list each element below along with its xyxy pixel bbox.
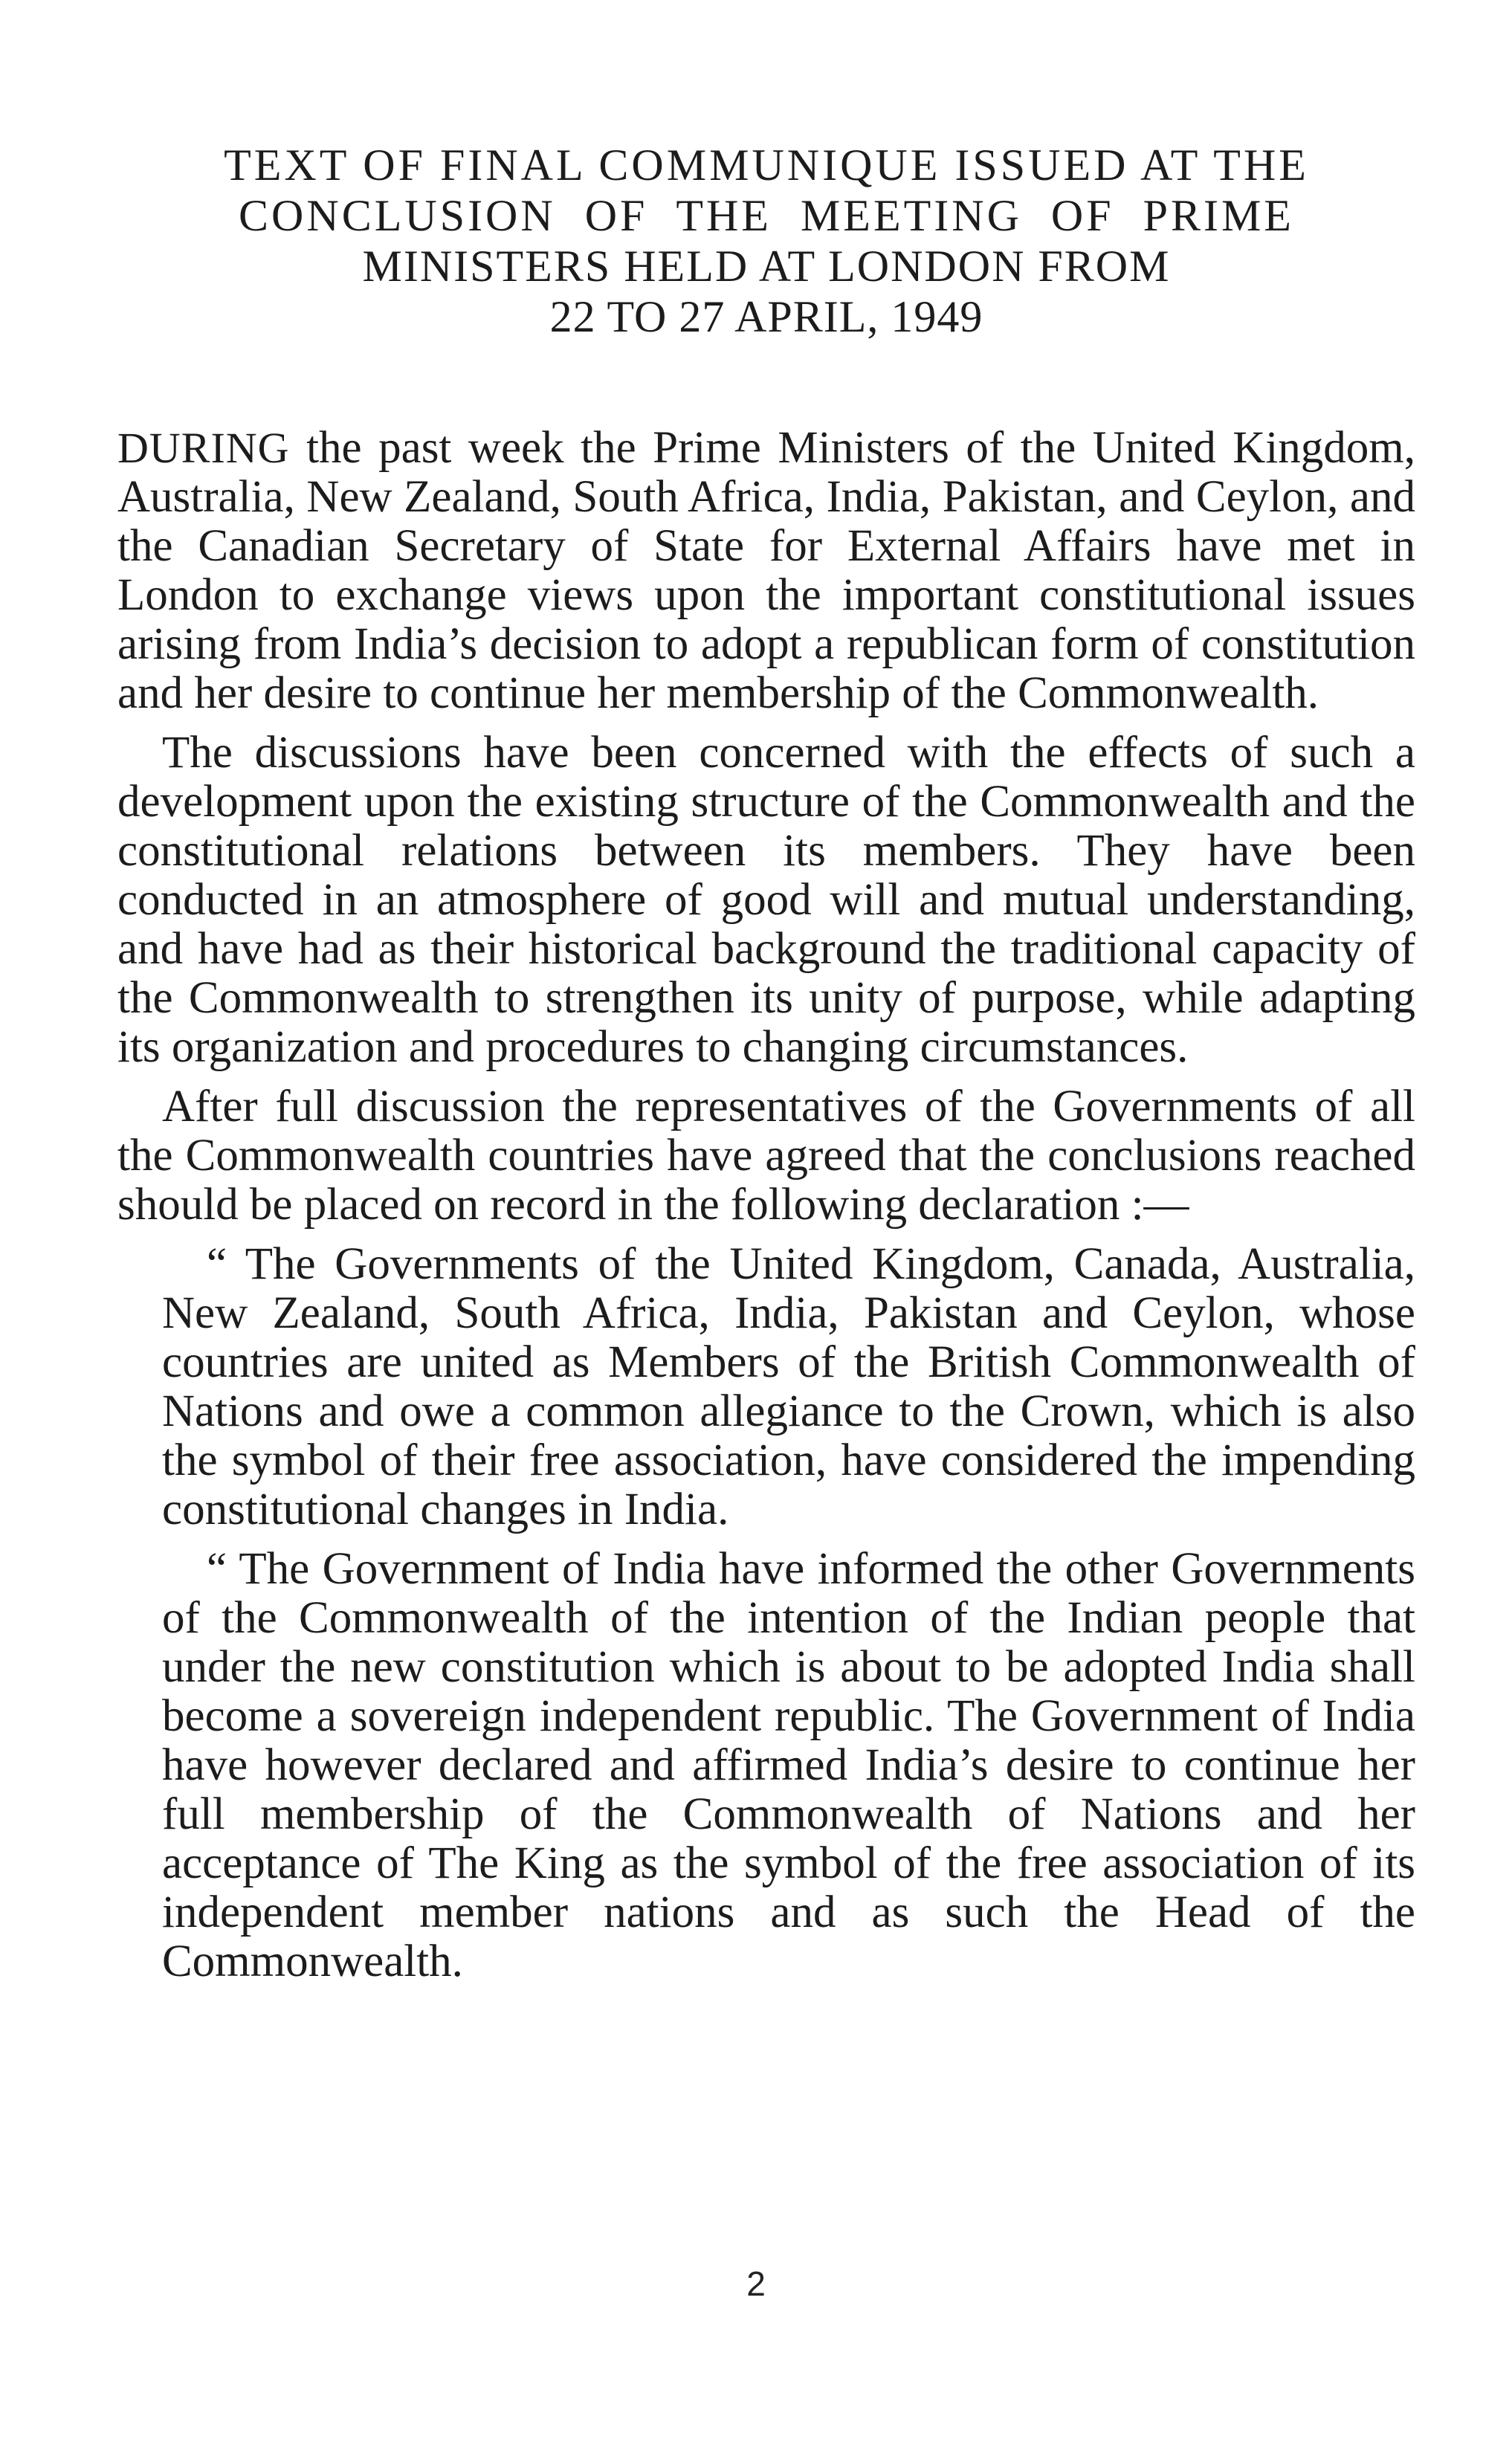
paragraph-agreement: After full discussion the representatives of the Governments of all the Commonwealth countries have agreed that the conclusions reached should be placed on record in the following declaration :—: [117, 1082, 1415, 1230]
title-line: CONCLUSION OF THE MEETING OF PRIME: [239, 191, 1294, 240]
title-line: TEXT OF FINAL COMMUNIQUE ISSUED AT THE: [224, 141, 1309, 190]
paragraph-opening: [117, 424, 1415, 718]
lead-word: DURING: [117, 424, 290, 472]
document-page: [117, 140, 1415, 1986]
paragraph-discussions: The discussions have been concerned with the effects of such a development upon the existing structure of the Commonwealth and the constitutional relations between its members. They have been conducted in an atmosphere of good will and mutual understanding, and have had as their historical background the traditional capacity of the Commonwealth to strengthen its unity of purpose, while adapting its organization and procedures to changing circumstances.: [117, 728, 1415, 1072]
page-title: [117, 140, 1415, 342]
communique-body: [117, 424, 1415, 1986]
title-line: 22 TO 27 APRIL, 1949: [549, 292, 983, 341]
paragraph-text: the past week the Prime Ministers of the United Kingdom, Australia, New Zealand, South Africa, India, Pakistan, and Ceylon, and the Canadian Secretary of State for External Affairs have met in London to exchange views upon the important constitutional issues arising from India’s decision to adopt a republican form of constitution and her desire to continue her membership of the Commonwealth.: [117, 423, 1415, 718]
declaration-paragraph-2: “ The Government of India have informed the other Governments of the Commonwealth of the intention of the Indian people that under the new constitution which is about to be adopted India shall become a sovereign independent republic. The Government of India have however declared and affirmed India’s desire to continue her full membership of the Commonwealth of Nations and her acceptance of The King as the symbol of the free association of its independent member nations and as such the Head of the Commonwealth.: [162, 1544, 1415, 1986]
page-number: 2: [746, 2264, 766, 2303]
declaration-paragraph-1: “ The Governments of the United Kingdom, Canada, Australia, New Zealand, South Africa, India, Pakistan and Ceylon, whose countries are united as Members of the British Commonwealth of Nations and owe a common allegiance to the Crown, which is also the symbol of their free association, have considered the impending constitutional changes in India.: [162, 1239, 1415, 1534]
title-line: MINISTERS HELD AT LONDON FROM: [362, 242, 1171, 291]
